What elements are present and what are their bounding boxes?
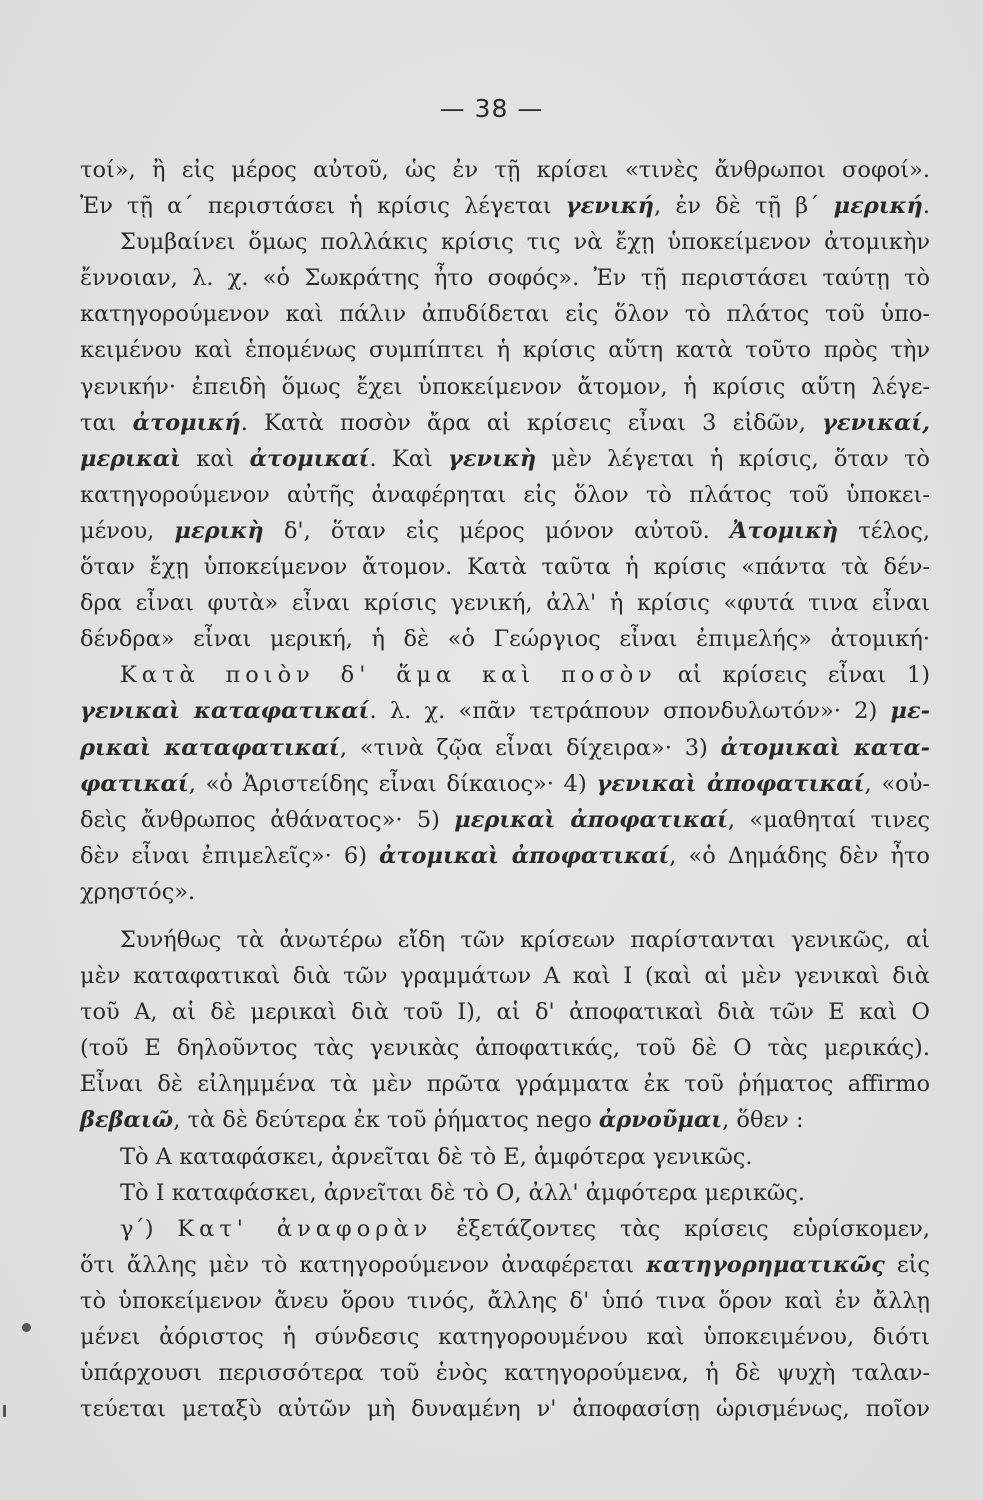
text-span: , ἐν δὲ τῇ β΄ <box>653 193 834 220</box>
emphasized-term: Ἀτομικὴ <box>729 517 839 544</box>
text-span: κατηγορούμενον αὐτῆς ἀναφέρηται εἰς ὅλον τὸ πλάτος τοῦ ὑποκει- <box>80 481 930 508</box>
text-span: Ἐν τῇ α΄ περιστάσει ἡ κρίσις λέγεται <box>80 193 566 220</box>
text-span: ἐξετάζοντες τὰς κρίσεις εὑρίσκομεν, <box>432 1215 930 1242</box>
emphasized-term: γενικαὶ ἀποφατικαί <box>596 770 865 797</box>
text-span: ὅτι ἄλλης μὲν τὸ κατηγορούμενον ἀναφέρεται <box>80 1251 647 1278</box>
text-span: μένου, <box>80 517 175 544</box>
text-span: ὅταν ἔχῃ ὑποκείμενον ἄτομον. Κατὰ ταῦτα ἡ κρίσις «πάντα τὰ δέν- <box>80 554 930 581</box>
emphasized-term: γενική <box>565 193 654 220</box>
text-span: , «μαθηταί τινες <box>727 806 931 833</box>
text-span: τὸ ὑποκείμενον ἄνευ ὅρου τινός, ἄλλης δ' ὑπό τινα ὅρον καὶ ἐν ἄλλῃ <box>80 1287 930 1314</box>
text-line <box>80 441 930 477</box>
text-line <box>80 766 930 802</box>
text-span: , ὅθεν : <box>722 1107 804 1134</box>
emphasized-term: μερικὴ <box>174 517 264 544</box>
text-span: Συνήθως τὰ ἀνωτέρω εἴδη τῶν κρίσεων παρίστανται γενικῶς, αἱ <box>120 926 930 953</box>
emphasized-term: ἀτομική <box>132 409 241 436</box>
text-line <box>80 730 930 766</box>
text-span: κατηγορούμενον καὶ πάλιν ἀπυδίδεται εἰς ὅλον τὸ πλάτος τοῦ ὑπο- <box>80 301 930 328</box>
text-span: , «τινὰ ζῷα εἶναι δίχειρα»· 3) <box>339 734 721 761</box>
emphasized-term: ἀτομικαί <box>249 445 370 472</box>
text-span: δρα εἶναι φυτὰ» εἶναι κρίσις γενική, ἀλλ' ἡ κρίσις «φυτά τινα εἶναι <box>80 590 930 617</box>
text-span: κειμένου καὶ ἑπομένως συμπίπτει ἡ κρίσις αὕτη κατὰ τοῦτο πρὸς τὴν <box>80 337 930 364</box>
text-span: ἔννοιαν, λ. χ. «ὁ Σωκράτης ἦτο σοφός». Ἐν τῇ περιστάσει ταύτῃ τὸ <box>80 265 930 292</box>
emphasized-term: κατηγορηματικῶς <box>646 1251 885 1278</box>
text-span: καὶ <box>181 445 250 472</box>
text-span: χρηστός». <box>80 878 196 905</box>
text-line <box>80 1391 930 1427</box>
emphasized-term: μερικαὶ <box>80 445 182 472</box>
emphasized-term: ἀρνοῦμαι <box>598 1107 723 1134</box>
text-line <box>80 1066 930 1102</box>
text-span: δὲν εἶναι ἐπιμελεῖς»· 6) <box>80 842 380 869</box>
text-line <box>80 152 930 188</box>
text-span: γενικήν· ἐπειδὴ ὅμως ἔχει ὑποκείμενον ἄτομον, ἡ κρίσις αὕτη λέγε- <box>80 373 930 400</box>
text-span: Συμβαίνει ὅμως πολλάκις κρίσις τις νὰ ἔχῃ ὑποκείμενον ἀτομικὴν <box>120 229 930 256</box>
text-span: δένδρα» εἶναι μερική, ἡ δὲ «ὁ Γεώργιος εἶναι ἐπιμελής» ἀτομική· <box>80 626 930 653</box>
text-span: ται <box>80 409 133 436</box>
text-span: (τοῦ Ε δηλοῦντος τὰς γενικὰς ἀποφατικάς, τοῦ δὲ Ο τὰς μερικάς). <box>80 1035 930 1062</box>
text-span: , «ὁ Δημάδης δὲν ἦτο <box>669 842 930 869</box>
text-span: , τὰ δὲ δεύτερα ἐκ τοῦ ῥήματος nego <box>173 1107 599 1134</box>
text-span: τεύεται μεταξὺ αὐτῶν μὴ δυναμένη ν' ἀποφασίσῃ ὡρισμένως, ποῖον <box>80 1396 930 1423</box>
text-line <box>80 621 930 657</box>
text-line <box>80 224 930 260</box>
text-line <box>80 802 930 838</box>
emphasized-term: ἀτομικαὶ ἀποφατικαί <box>379 842 670 869</box>
text-line <box>80 332 930 368</box>
emphasized-term: γενικὴ <box>448 445 537 472</box>
text-line <box>80 1211 930 1247</box>
emphasized-term: βεβαιῶ <box>80 1107 174 1134</box>
text-span: δ', ὅταν εἰς μέρος μόνον αὐτοῦ. <box>263 517 730 544</box>
emphasized-term: ἀτομικαὶ κατα- <box>720 734 931 761</box>
emphasized-term: ρικαὶ καταφατικαί <box>80 734 340 761</box>
spaced-text: Κατ' ἀναφορὰν <box>177 1215 433 1242</box>
text-line <box>80 513 930 549</box>
text-line <box>80 1175 930 1211</box>
spaced-text: Κατὰ ποιὸν δ' ἅμα καὶ ποσὸν <box>120 662 657 689</box>
text-line <box>80 657 930 693</box>
print-speck <box>3 1405 6 1417</box>
page-number: — 38 — <box>439 94 544 123</box>
text-span: τοῦ Α, αἱ δὲ μερικαὶ διὰ τοῦ Ι), αἱ δ' ἀποφατικαὶ διὰ τῶν Ε καὶ Ο <box>80 999 930 1026</box>
text-span: Εἶναι δὲ εἰλημμένα τὰ μὲν πρῶτα γράμματα ἐκ τοῦ ῥήματος affirmo <box>80 1071 930 1098</box>
print-speck <box>22 1323 31 1332</box>
text-line <box>80 188 930 224</box>
text-line <box>80 1247 930 1283</box>
text-span: μὲν λέγεται ἡ κρίσις, ὅταν τὸ <box>536 445 930 472</box>
text-line <box>80 1139 930 1175</box>
emphasized-term: με- <box>890 698 931 725</box>
text-line <box>80 296 930 332</box>
text-span: . <box>922 193 930 220</box>
text-line <box>80 549 930 585</box>
text-line <box>80 693 930 729</box>
body-text <box>80 152 930 1427</box>
text-line <box>80 1355 930 1391</box>
text-line <box>80 260 930 296</box>
text-span: Τὸ Α καταφάσκει, ἀρνεῖται δὲ τὸ Ε, ἀμφότερα γενικῶς. <box>120 1143 753 1170</box>
text-span: , «ὁ Ἀριστείδης εἶναι δίκαιος»· 4) <box>188 770 597 797</box>
text-span: . Καὶ <box>369 445 449 472</box>
text-span: μένει ἀόριστος ἡ σύνδεσις κατηγορουμένου καὶ ὑποκειμένου, διότι <box>80 1324 930 1350</box>
text-span: αἱ κρίσεις εἶναι 1) <box>656 662 930 689</box>
emphasized-term: μερική <box>833 193 923 220</box>
text-span: γ΄) <box>120 1215 178 1242</box>
text-span: μὲν καταφατικαὶ διὰ τῶν γραμμάτων Α καὶ Ι (καὶ αἱ μὲν γενικαὶ διὰ <box>80 963 930 990</box>
text-line <box>80 477 930 513</box>
emphasized-term: γενικαί, <box>822 409 930 436</box>
text-span: , «οὐ- <box>864 770 930 797</box>
text-line <box>80 405 930 441</box>
text-line <box>80 1102 930 1138</box>
text-line <box>80 922 930 958</box>
text-line <box>80 958 930 994</box>
emphasized-term: γενικαὶ καταφατικαί <box>80 698 370 725</box>
text-line <box>80 838 930 874</box>
text-span: . λ. χ. «πᾶν τετράπουν σπονδυλωτόν»· 2) <box>369 698 891 725</box>
text-line <box>80 369 930 405</box>
emphasized-term: μερικαὶ ἀποφατικαί <box>454 806 728 833</box>
text-span: ὑπάρχουσι περισσότερα τοῦ ἑνὸς κατηγορούμενα, ἡ δὲ ψυχὴ ταλαν- <box>80 1360 930 1387</box>
text-span: Τὸ Ι καταφάσκει, ἀρνεῖται δὲ τὸ Ο, ἀλλ' ἀμφότερα μερικῶς. <box>120 1179 805 1206</box>
text-span: . Κατὰ ποσὸν ἄρα αἱ κρίσεις εἶναι 3 εἰδῶν, <box>240 409 823 436</box>
text-line <box>80 585 930 621</box>
text-line <box>80 874 930 910</box>
text-line <box>80 994 930 1030</box>
text-span: τέλος, <box>838 517 930 544</box>
text-span: δεὶς ἄνθρωπος ἀθάνατος»· 5) <box>80 806 455 833</box>
text-line <box>80 1283 930 1319</box>
text-line <box>80 1030 930 1066</box>
text-line <box>80 1319 930 1355</box>
text-span: τοί», ἢ εἰς μέρος αὐτοῦ, ὡς ἐν τῇ κρίσει «τινὲς ἄνθρωποι σοφοί». <box>80 157 930 183</box>
emphasized-term: φατικαί <box>80 770 189 797</box>
text-span: εἰς <box>884 1251 930 1278</box>
